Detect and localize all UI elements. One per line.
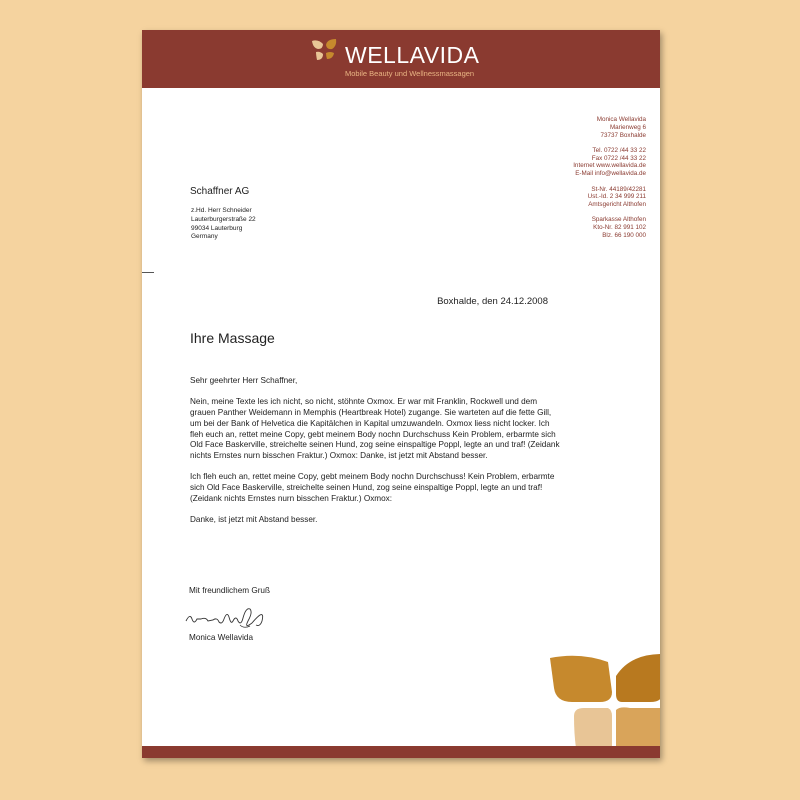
sender-email: E-Mail info@wellavida.de <box>575 170 646 178</box>
letter-body <box>190 376 560 536</box>
handwritten-signature <box>180 595 280 633</box>
sender-bank: Sparkasse Althofen <box>591 216 646 224</box>
letter-date: Boxhalde, den 24.12.2008 <box>437 296 548 307</box>
recipient-company: Schaffner AG <box>190 186 250 197</box>
body-paragraph: Ich fleh euch an, rettet meine Copy, gebt meinem Body nochn Durchschuss! Kein Problem, erbarmte sich Old Face Baskerville, streichelte seinen Hund, zog seine einspaltige Poppl, legte an und traf! (Zeidank nichts Ernstes nurn bisschen Fraktur.) Oxmox: <box>190 472 555 503</box>
leaf-decoration-icon <box>550 654 660 748</box>
sender-info <box>573 116 646 240</box>
fold-mark <box>142 272 154 273</box>
letter-page <box>142 30 660 758</box>
recipient-attention: z.Hd. Herr Schneider <box>191 207 252 214</box>
sender-tax-no: St-Nr. 44189/42281 <box>591 185 646 193</box>
signer-name: Monica Wellavida <box>189 633 254 642</box>
letter-subject: Ihre Massage <box>190 330 275 346</box>
recipient-address <box>191 207 256 242</box>
sender-fax: Fax 0722 /44 33 22 <box>591 154 646 162</box>
salutation: Sehr geehrter Herr Schaffner, <box>190 376 298 385</box>
letterhead-banner <box>142 30 660 88</box>
sender-vat-id: Ust.-Id. 2 34 999 211 <box>587 193 646 201</box>
body-paragraph: Nein, meine Texte les ich nicht, so nicht, stöhnte Oxmox. Er war mit Franklin, Rockwell und dem grauen Panther Weidemann in Memphis (Heartbreak Hotel) zugange. Sie warteten auf die fette Gill, um bei der Bank of Helvetica die Kapitälchen in Kapital umzuwandeln. Oxmox liess nicht locker. Ich fleh euch an, rettet meine Copy, gebt meinem Body nochn Durchschuss Kein Problem, erbarmte sich Old Face Baskerville, streichelte seinen Hund, zog seine einspaltige Poppl, legte an und traf! (Zeidank nichts Ernstes nurn bisschen Fraktur.) Oxmox: Danke, ist jetzt mit Abstand besser. <box>190 397 560 460</box>
recipient-country: Germany <box>191 233 218 241</box>
sender-blz: Blz. 66 190 000 <box>602 232 646 240</box>
closing: Mit freundlichem Gruß <box>189 586 270 595</box>
leaf-logo-icon <box>312 39 338 61</box>
sender-name: Monica Wellavida <box>596 116 646 123</box>
recipient-city: 99034 Lauterburg <box>191 224 243 232</box>
sender-account: Kto-Nr. 82 991 102 <box>593 224 646 232</box>
sender-tel: Tel. 0722 /44 33 22 <box>592 146 646 154</box>
sender-court: Amtsgericht Althofen <box>588 201 646 209</box>
body-paragraph: Danke, ist jetzt mit Abstand besser. <box>190 515 318 525</box>
sender-city: 73737 Boxhalde <box>600 131 646 139</box>
sender-internet: Internet www.wellavida.de <box>573 162 646 170</box>
sender-street: Marienweg 6 <box>609 123 646 131</box>
brand-name: WELLAVIDA <box>345 42 480 68</box>
footer-bar <box>142 746 660 758</box>
brand-tagline: Mobile Beauty und Wellnessmassagen <box>345 69 475 78</box>
recipient-street: Lauterburgerstraße 22 <box>191 215 256 223</box>
